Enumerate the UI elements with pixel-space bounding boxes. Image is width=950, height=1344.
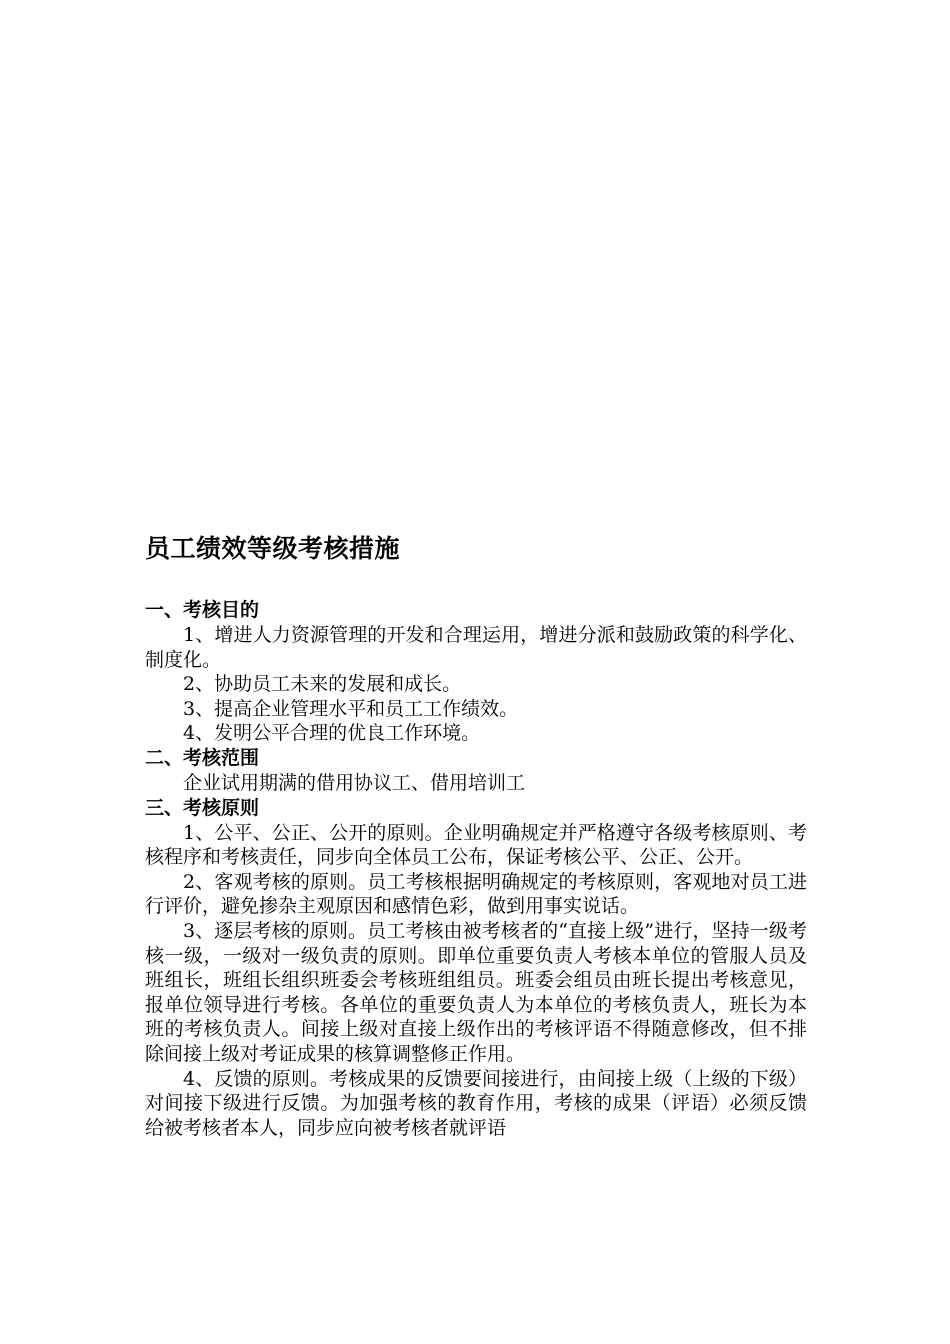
paragraph: 1、公平、公正、公开的原则。企业明确规定并严格遵守各级考核原则、考核程序和考核责任，同步向全体员工公布，保证考核公平、公正、公开。 (145, 821, 807, 869)
section-heading: 三、考核原则 (145, 796, 260, 819)
paragraph: 3、提高企业管理水平和员工工作绩效。 (183, 697, 519, 720)
document-title: 员工绩效等级考核措施 (145, 534, 401, 563)
paragraph: 4、发明公平合理的优良工作环境。 (183, 722, 481, 745)
document-page (145, 532, 807, 1140)
paragraph: 2、客观考核的原则。员工考核根据明确规定的考核原则，客观地对员工进行评价，避免掺杂主观原因和感情色彩，做到用事实说话。 (145, 870, 807, 918)
paragraph: 企业试用期满的借用协议工、借用培训工 (183, 771, 526, 794)
section-heading: 二、考核范围 (145, 746, 260, 769)
section-purpose (145, 598, 807, 746)
paragraph: 4、反馈的原则。考核成果的反馈要间接进行，由间接上级（上级的下级）对间接下级进行反馈。为加强考核的教育作用，考核的成果（评语）必须反馈给被考核者本人，同步应向被考核者就评语 (145, 1067, 807, 1139)
paragraph: 1、增进人力资源管理的开发和合理运用，增进分派和鼓励政策的科学化、制度化。 (145, 624, 807, 671)
section-scope (145, 746, 807, 796)
paragraph: 2、协助员工未来的发展和成长。 (183, 673, 462, 696)
paragraph: 3、逐层考核的原则。员工考核由被考核者的“直接上级”进行，坚持一级考核一级，一级对一级负责的原则。即单位重要负责人考核本单位的管服人员及班组长，班组长组织班委会考核班组组员。班委会组员由班长提出考核意见，报单位领导进行考核。各单位的重要负责人为本单位的考核负责人，班长为本班的考核负责人。间接上级对直接上级作出的考核评语不得随意修改，但不排除间接上级对考证成果的核算调整修正作用。 (145, 919, 807, 1065)
section-heading: 一、考核目的 (145, 599, 260, 621)
section-principles (145, 796, 807, 1141)
